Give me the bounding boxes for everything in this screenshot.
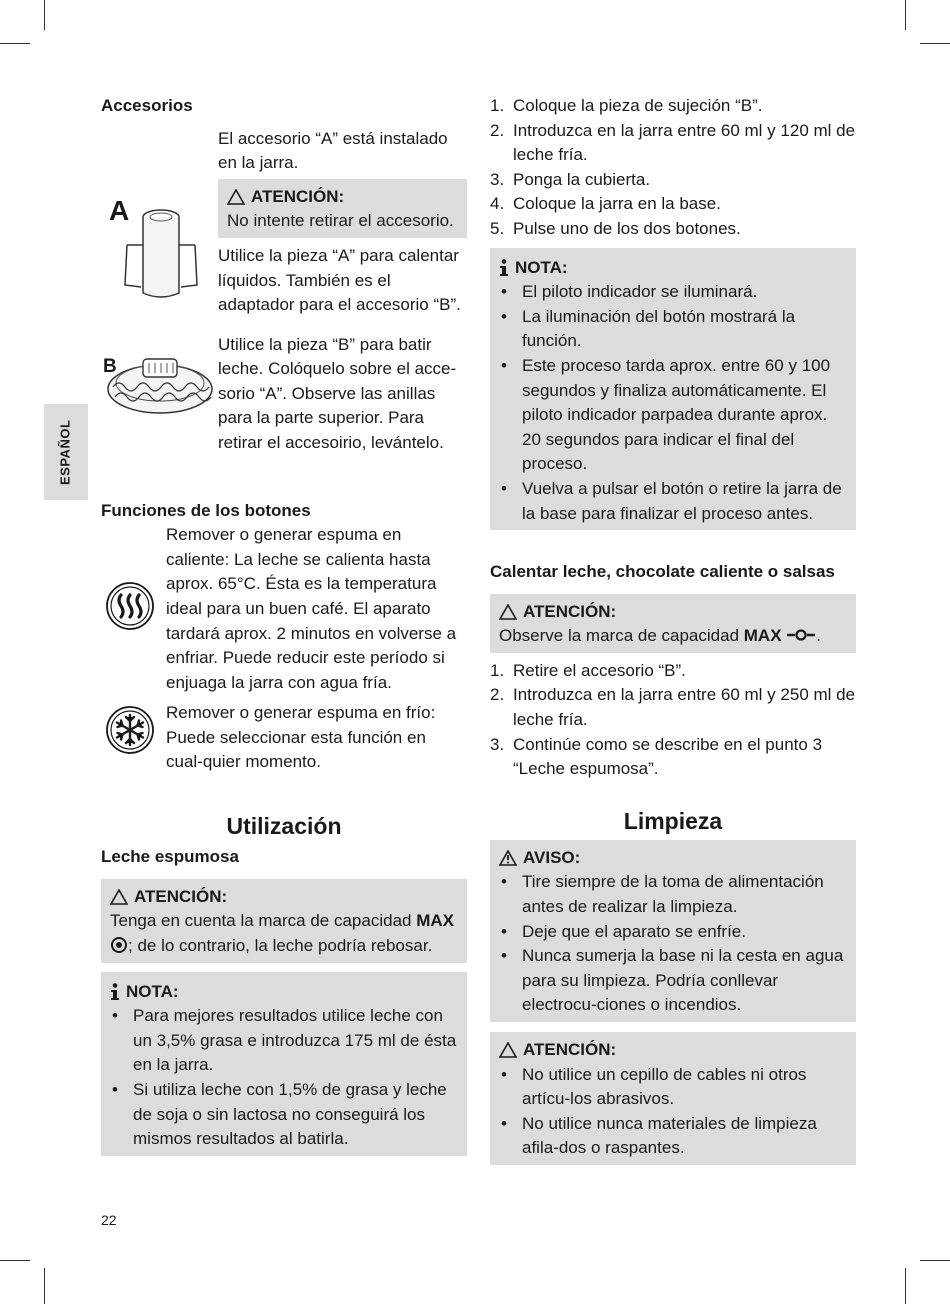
warning-triangle-icon bbox=[227, 189, 245, 205]
calentar-steps-list bbox=[490, 659, 856, 782]
page-number: 22 bbox=[101, 1212, 117, 1228]
funciones-heading: Funciones de los botones bbox=[101, 500, 311, 520]
list-item: • El piloto indicador se iluminará. bbox=[499, 280, 847, 305]
step-number: 3. bbox=[490, 169, 505, 189]
list-item bbox=[490, 659, 856, 684]
step-text: Coloque la pieza de sujeción “B”. bbox=[513, 96, 763, 115]
list-item bbox=[490, 733, 856, 782]
nota-list bbox=[110, 1004, 458, 1152]
crop-mark bbox=[0, 43, 30, 44]
attention-box bbox=[218, 179, 467, 238]
step-text: Introduzca en la jarra entre 60 ml y 250 ml de leche fría. bbox=[513, 685, 856, 730]
list-item: • Deje que el aparato se enfríe. bbox=[499, 920, 847, 945]
warning-triangle-icon bbox=[110, 889, 128, 905]
right-column bbox=[490, 94, 856, 1165]
attention-text bbox=[499, 624, 847, 649]
nota-list bbox=[499, 280, 847, 526]
nota-title-text: NOTA: bbox=[515, 257, 568, 277]
accessory-a-para: El accesorio “A” está instalado en la jarra. bbox=[218, 128, 448, 173]
attention-title-text: ATENCIÓN: bbox=[134, 886, 228, 906]
step-number: 3. bbox=[490, 734, 505, 754]
accessory-a-para-2: Utilice la pieza “A” para calentar líquidos. También es el adaptador para el accesorio “B”. bbox=[218, 245, 461, 315]
crop-mark bbox=[44, 1268, 45, 1304]
left-column bbox=[101, 94, 467, 1156]
list-item: • Vuelva a pulsar el botón o retire la jarra de la base para finalizar el proceso antes. bbox=[499, 477, 847, 526]
list-item: • Nunca sumerja la base ni la cesta en agua para su limpieza. Podría conllevar electrocu-ciones o incendios. bbox=[499, 944, 847, 1018]
attention-title-text: ATENCIÓN: bbox=[523, 1040, 617, 1059]
attention-text: No intente retirar el accesorio. bbox=[227, 211, 454, 231]
max-mark-label: MAX bbox=[743, 626, 782, 646]
nota-box bbox=[101, 972, 467, 1156]
accessory-b-label: B bbox=[103, 355, 117, 377]
step-text: Continúe como se describe en el punto 3 “Leche espumosa”. bbox=[513, 734, 823, 779]
warning-triangle-icon bbox=[499, 1042, 517, 1058]
warning-triangle-icon bbox=[499, 604, 517, 620]
crop-mark bbox=[44, 0, 45, 30]
utilizacion-heading: Utilización bbox=[226, 813, 342, 840]
list-item: • No utilice un cepillo de cables ni otros artícu-los abrasivos. bbox=[499, 1063, 847, 1112]
step-text: Pulse uno de los dos botones. bbox=[513, 218, 741, 238]
list-item: • No utilice nunca materiales de limpieza afila-dos o raspantes. bbox=[499, 1112, 847, 1161]
info-icon bbox=[499, 259, 509, 276]
attention-text-post: ; de lo contrario, la leche podría rebosar. bbox=[128, 935, 433, 955]
list-item bbox=[490, 168, 856, 193]
list-item bbox=[490, 94, 856, 119]
step-number: 2. bbox=[490, 685, 505, 705]
attention-title-text: ATENCIÓN: bbox=[523, 601, 617, 621]
language-tab-label: ESPAÑOL bbox=[57, 419, 73, 485]
aviso-box bbox=[490, 840, 856, 1022]
attention-title bbox=[499, 1038, 847, 1063]
accessory-b-para: Utilice la pieza “B” para batir leche. Colóquelo sobre el acce-sorio “A”. Observe las anillas para la parte superior. Para retirar el accesoirio, levántelo. bbox=[218, 334, 457, 452]
attention-title-text: ATENCIÓN: bbox=[251, 186, 345, 206]
attention-title bbox=[499, 600, 847, 625]
step-number: 2. bbox=[490, 120, 505, 140]
crop-mark bbox=[905, 1268, 906, 1304]
attention-box bbox=[490, 594, 856, 653]
step-text: Ponga la cubierta. bbox=[513, 169, 651, 189]
list-item: • Si utiliza leche con 1,5% de grasa y leche de soja o sin lactosa no conseguirá los mismos resultados al batirla. bbox=[110, 1078, 458, 1152]
attention-title bbox=[110, 885, 458, 910]
step-number: 1. bbox=[490, 96, 505, 115]
cold-function-row bbox=[101, 701, 467, 777]
max-line-icon bbox=[786, 628, 816, 642]
language-tab bbox=[44, 404, 88, 500]
attention-box bbox=[490, 1032, 856, 1165]
crop-mark bbox=[920, 1260, 950, 1261]
max-mark-icon bbox=[110, 937, 128, 953]
nota-title bbox=[499, 256, 847, 281]
accessory-a-text bbox=[218, 127, 467, 318]
accesorios-heading: Accesorios bbox=[101, 96, 193, 115]
nota-box bbox=[490, 248, 856, 531]
attention-list bbox=[499, 1063, 847, 1161]
nota-title bbox=[110, 980, 458, 1005]
crop-mark bbox=[0, 1260, 30, 1261]
list-item: • Para mejores resultados utilice leche con un 3,5% grasa e introduzca 175 ml de ésta en la jarra. bbox=[110, 1004, 458, 1078]
attention-title bbox=[227, 185, 458, 210]
accessory-b-icon bbox=[105, 351, 215, 421]
accessory-b-block bbox=[101, 333, 467, 469]
aviso-title bbox=[499, 846, 847, 871]
attention-text-post: . bbox=[816, 626, 821, 646]
step-text: Retire el accesorio “B”. bbox=[513, 660, 686, 680]
crop-mark bbox=[920, 43, 950, 44]
steps-list bbox=[490, 94, 856, 242]
aviso-title-text: AVISO: bbox=[523, 847, 581, 867]
list-item bbox=[490, 192, 856, 217]
warning-exclamation-icon bbox=[499, 850, 517, 866]
step-text: Coloque la jarra en la base. bbox=[513, 194, 721, 214]
calentar-heading: Calentar leche, chocolate caliente o salsas bbox=[490, 562, 835, 582]
max-mark-label: MAX bbox=[416, 911, 454, 931]
step-number: 4. bbox=[490, 194, 505, 214]
step-number: 5. bbox=[490, 218, 505, 238]
crop-mark bbox=[905, 0, 906, 30]
snowflake-icon bbox=[105, 705, 155, 755]
attention-text-pre: Tenga en cuenta la marca de capacidad bbox=[110, 911, 417, 931]
step-number: 1. bbox=[490, 660, 505, 680]
attention-text-pre: Observe la marca de capacidad bbox=[499, 626, 744, 646]
hot-function-text: Remover o generar espuma en caliente: La leche se calienta hasta aprox. 65°C. Ésta es la temperatura ideal para un buen café. El aparato tardará aprox. 2 minutos en volverse a enfriar. Puede reducir este período si enjuaga la jarra con agua fría. bbox=[166, 525, 457, 692]
list-item: • Tire siempre de la toma de alimentación antes de realizar la limpieza. bbox=[499, 870, 847, 919]
accessory-a-icon bbox=[121, 205, 201, 305]
step-text: Introduzca en la jarra entre 60 ml y 120 ml de leche fría. bbox=[513, 120, 856, 165]
list-item bbox=[490, 119, 856, 168]
accessory-a-label: A bbox=[109, 194, 130, 226]
hot-steam-icon bbox=[105, 581, 155, 631]
limpieza-heading: Limpieza bbox=[623, 807, 723, 834]
attention-box bbox=[101, 879, 467, 963]
nota-title-text: NOTA: bbox=[126, 981, 179, 1001]
leche-espumosa-heading: Leche espumosa bbox=[101, 847, 239, 867]
accessory-a-block bbox=[101, 127, 467, 323]
aviso-list bbox=[499, 870, 847, 1018]
hot-function-row bbox=[101, 523, 467, 695]
info-icon bbox=[110, 983, 120, 1000]
list-item bbox=[490, 217, 856, 242]
list-item: • Este proceso tarda aprox. entre 60 y 100 segundos y finaliza automáticamente. El piloto indicador parpadea durante aprox. 20 segundos para indicar el final del proceso. bbox=[499, 354, 847, 477]
cold-function-text: Remover o generar espuma en frío: Puede seleccionar esta función en cual-quier momento. bbox=[166, 703, 436, 772]
attention-text bbox=[110, 909, 458, 958]
list-item: • La iluminación del botón mostrará la función. bbox=[499, 305, 847, 354]
list-item bbox=[490, 683, 856, 732]
